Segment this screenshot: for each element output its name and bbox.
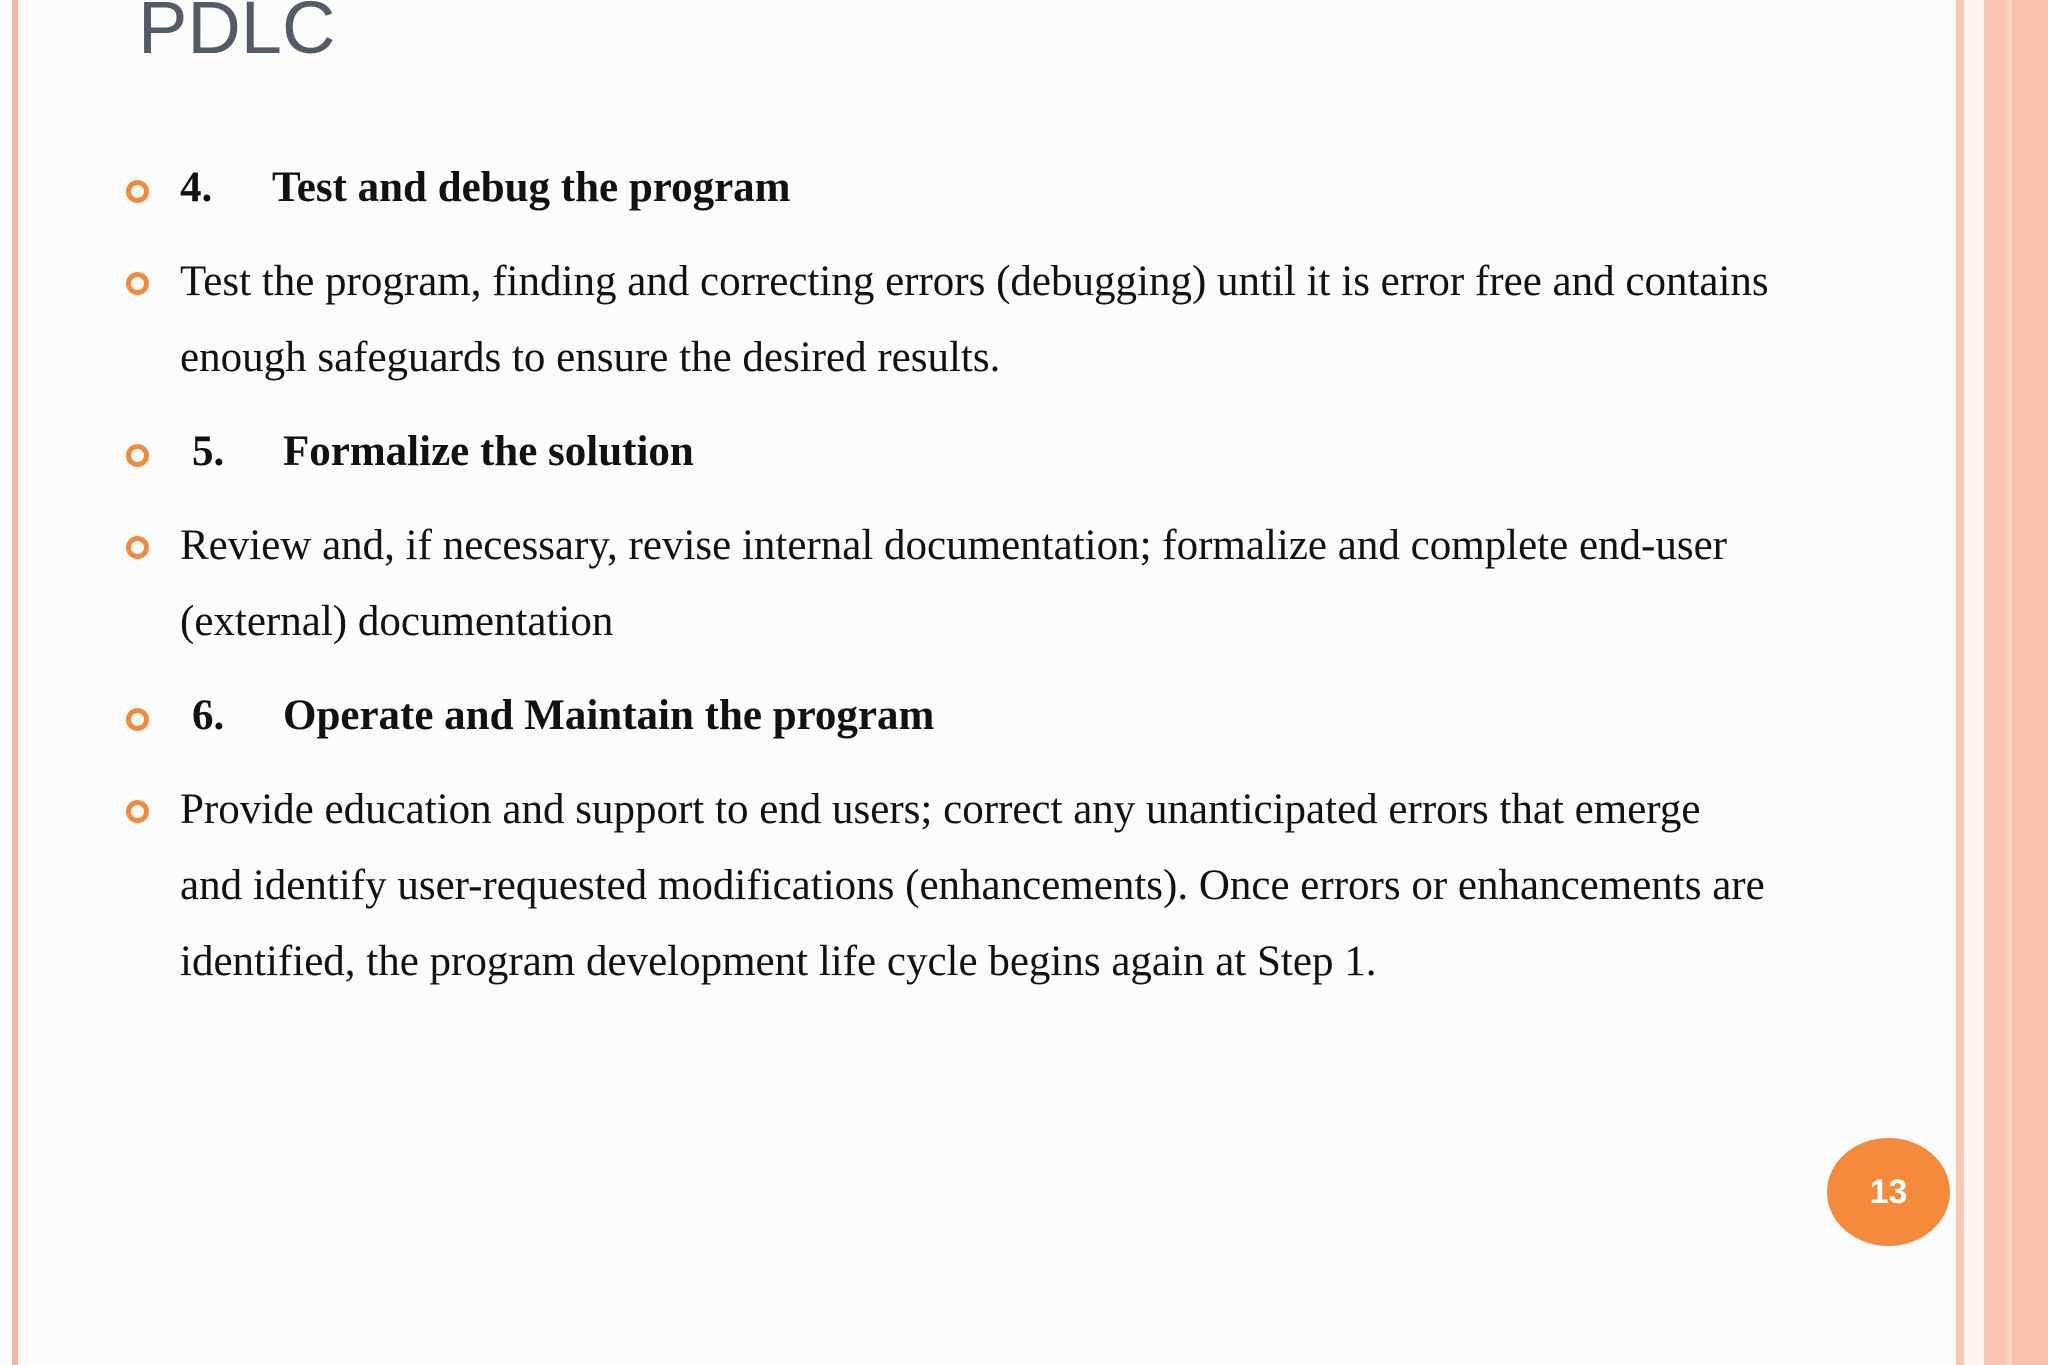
bullet-body-text: Test the program, finding and correcting errors (debugging) until it is error free and contains enough safeguards to ensure the desired results.: [180, 258, 1769, 381]
bullet-ring-icon: [126, 272, 149, 295]
right-stripe-decoration: [1964, 0, 1984, 1365]
slide-title: PDLC: [138, 0, 336, 69]
left-border-decoration: [12, 0, 18, 1365]
page-number-badge: 13: [1827, 1138, 1950, 1246]
bullet-ring-icon: [126, 800, 149, 823]
bullet-ring-icon: [126, 444, 149, 467]
bullet-body-text: Review and, if necessary, revise internal documentation; formalize and complete end-user (external) documentation: [180, 522, 1727, 645]
right-stripe-decoration: [1956, 0, 1964, 1365]
heading-text: Operate and Maintain the program: [283, 692, 935, 739]
bullet-heading: [192, 678, 1782, 754]
bullet-ring-icon: [126, 536, 149, 559]
bullet-heading: [192, 414, 1782, 490]
bullet-heading: [180, 150, 1770, 226]
bullet-ring-icon: [126, 180, 149, 203]
heading-number: 5.: [192, 428, 225, 475]
right-stripe-decoration: [1984, 0, 2048, 1365]
heading-number: 4.: [180, 164, 213, 211]
bullet-body-text: Provide education and support to end users; correct any unanticipated errors that emerge and identify user-requested modifications (enhancements). Once errors or enhancements are identified, the program development life cycle begins again at Step 1.: [180, 786, 1765, 985]
heading-text: Test and debug the program: [272, 164, 791, 211]
bullet-ring-icon: [126, 708, 149, 731]
heading-number: 6.: [192, 692, 225, 739]
heading-text: Formalize the solution: [283, 428, 694, 475]
